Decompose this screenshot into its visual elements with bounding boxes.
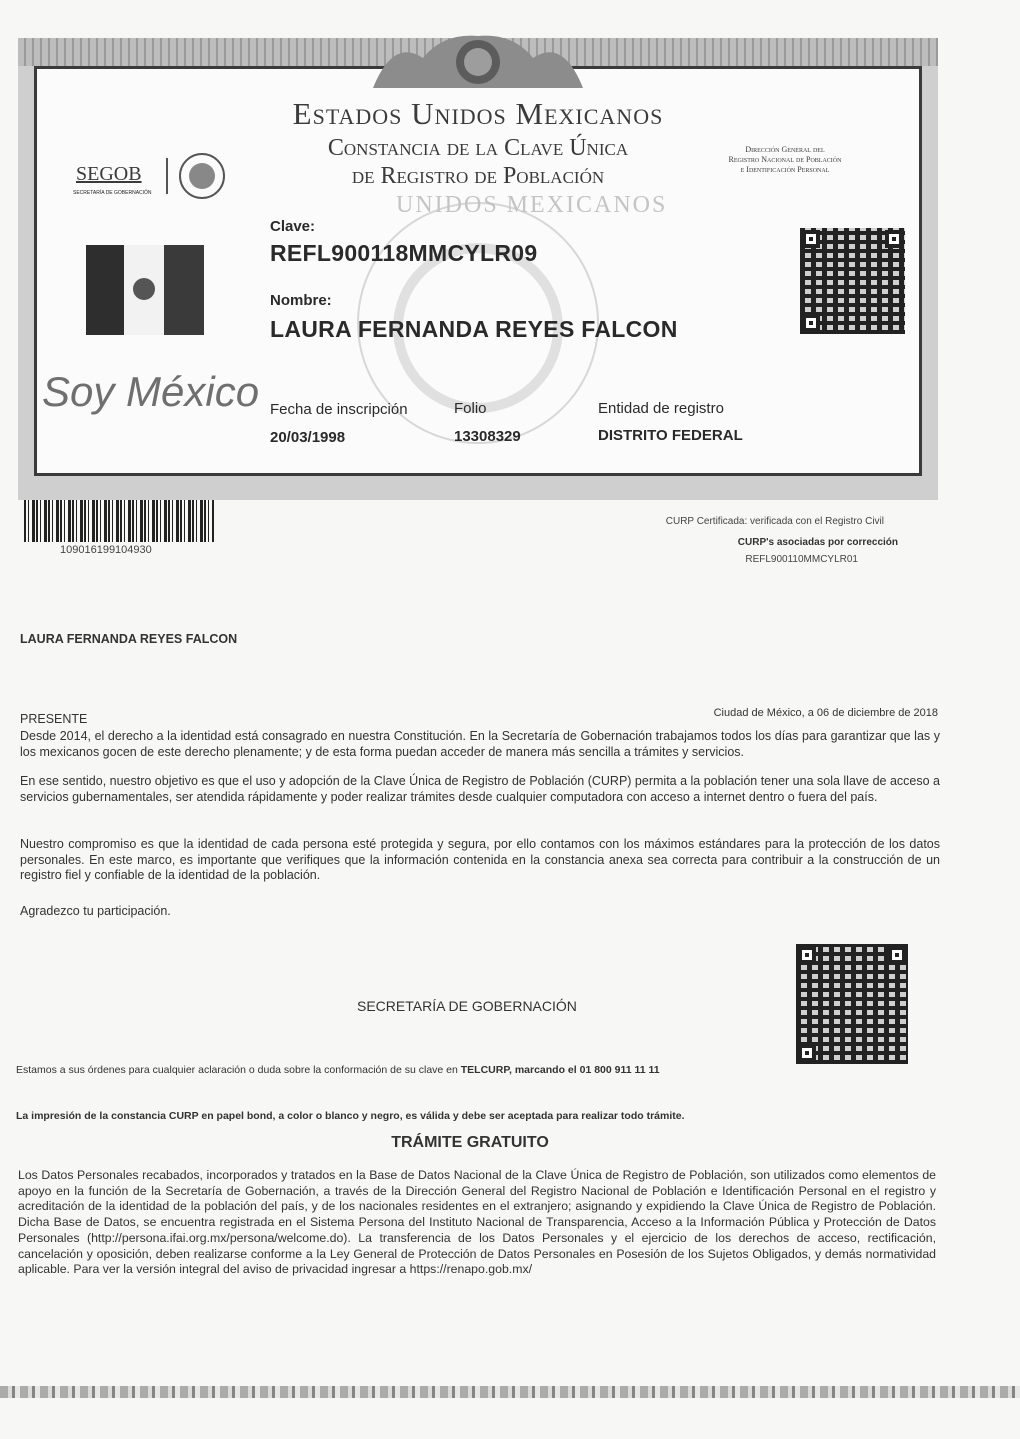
segob-subtitle: SECRETARÍA DE GOBERNACIÓN xyxy=(73,190,152,196)
free-procedure: TRÁMITE GRATUITO xyxy=(391,1134,549,1151)
qr-code-letter xyxy=(796,944,908,1064)
barcode-number: 109016199104930 xyxy=(60,544,152,556)
nombre-value: LAURA FERNANDA REYES FALCON xyxy=(270,316,678,342)
subtitle-line-1: Constancia de la Clave Única xyxy=(327,135,629,161)
mexican-flag xyxy=(86,245,204,335)
place-date: Ciudad de México, a 06 de diciembre de 2018 xyxy=(713,707,938,719)
watermark-text: UNIDOS MEXICANOS xyxy=(396,192,668,218)
clave-value: REFL900118MMCYLR09 xyxy=(270,240,538,266)
title: Estados Unidos Mexicanos xyxy=(292,96,664,131)
qr-code xyxy=(800,228,905,334)
folio-value: 13308329 xyxy=(454,428,521,445)
folio-label: Folio xyxy=(454,400,487,417)
signature: SECRETARÍA DE GOBERNACIÓN xyxy=(357,998,577,1014)
closing: Agradezco tu participación. xyxy=(20,904,171,918)
entidad-value: DISTRITO FEDERAL xyxy=(598,427,743,444)
curp-associated-label: CURP's asociadas por corrección xyxy=(737,537,898,548)
validity-note: La impresión de la constancia CURP en papel bond, a color o blanco y negro, es válida y debe ser aceptada para realizar todo trámite. xyxy=(16,1110,685,1122)
curp-certified: CURP Certificada: verificada con el Registro Civil xyxy=(665,516,884,527)
nombre-label: Nombre: xyxy=(270,292,332,309)
fecha-label: Fecha de inscripción xyxy=(270,401,408,418)
slogan: Soy México xyxy=(42,368,260,415)
clave-label: Clave: xyxy=(270,218,316,235)
agency-name: Dirección General del Registro Nacional de Población e Identificación Personal xyxy=(728,145,842,174)
seal-icon xyxy=(178,152,226,200)
addressee: LAURA FERNANDA REYES FALCON xyxy=(20,632,238,646)
paragraph-1: Desde 2014, el derecho a la identidad está consagrado en nuestra Constitución. En la Secretaría de Gobernación trabajamos todos los días para garantizar que las y los mexicanos gocen de este derecho plenamente; y de esta forma puedan acceder de manera más sencilla a trámites y servicios. xyxy=(20,729,940,759)
paragraph-2: En ese sentido, nuestro objetivo es que el uso y adopción de la Clave Única de Registro de Población (CURP) permita a la población tener una sola llave de acceso a servicios gubernamentales, ser atendida rápidamente y poder realizar trámites desde cualquier computadora con acceso a internet dentro o fuera del país. xyxy=(20,774,940,804)
barcode xyxy=(24,500,214,542)
curp-certificate xyxy=(18,38,938,500)
contact-line: Estamos a sus órdenes para cualquier aclaración o duda sobre la conformación de su clave en TELCURP, marcando el 01 800 911 11 11 xyxy=(16,1064,660,1076)
paragraph-3: Nuestro compromiso es que la identidad de cada persona esté protegida y segura, por ello contamos con los máximos estándares para la protección de los datos personales. En este marco, es importante que verifiques que la información contenida en la constancia anexa sea correcta para contribuir a la construcción de un registro fiel y confiable de la identidad de la población. xyxy=(20,837,940,882)
subtitle-line-2: de Registro de Población xyxy=(351,163,605,189)
fecha-value: 20/03/1998 xyxy=(270,429,346,446)
presente: PRESENTE xyxy=(20,712,88,726)
privacy-notice: Los Datos Personales recabados, incorporados y tratados en la Base de Datos Nacional de la Clave Única de Registro de Población, son utilizados como elementos de apoyo en la función de la Secretaría de Gobernación, a través de la Dirección General del Registro Nacional de Población e Identificación Personal en el registro y acreditación de la identidad de la población del país, y de los nacionales residentes en el extranjero; asignando y expidiendo la Clave Única de Registro de Población. Dicha Base de Datos, se encuentra registrada en el Sistema Persona del Instituto Nacional de Transparencia, Acceso a la Información Pública y Protección de Datos Personales (http://persona.ifai.org.mx/persona/welcome.do). La transferencia de los Datos Personales y el ejercicio de los derechos de acceso, rectificación, cancelación y oposición, deben realizarse conforme a la Ley General de Protección de Datos Personales en Posesión de los Sujetos Obligados, y demás normatividad aplicable. Para ver la versión integral del aviso de privacidad ingresar a https://renapo.gob.mx/ xyxy=(18,1168,936,1277)
curp-associated-value: REFL900110MMCYLR01 xyxy=(745,554,858,565)
segob-logo: SEGOB xyxy=(76,163,142,185)
divider xyxy=(166,158,168,194)
coat-of-arms-crest xyxy=(363,28,593,98)
entidad-label: Entidad de registro xyxy=(598,400,724,417)
bottom-border xyxy=(0,1386,1020,1398)
